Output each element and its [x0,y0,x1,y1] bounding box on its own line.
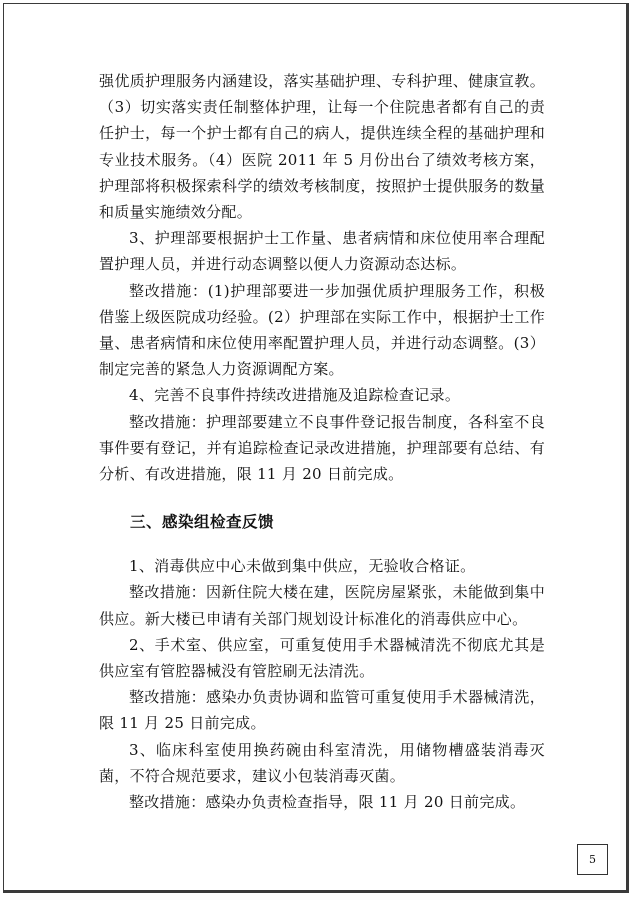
page-number-text: 5 [589,853,596,866]
paragraph-item-3-staffing: 3、护理部要根据护士工作量、患者病情和床位使用率合理配置护理人员，并进行动态调整以便人力资源动态达标。 [99,229,545,274]
document-page [3,3,629,893]
paragraph-item-2-instrument-cleaning: 2、手术室、供应室，可重复使用手术器械清洗不彻底尤其是供应室有管腔器械没有管腔刷无法清洗。 [99,635,545,681]
paragraph-rectification-staffing: 整改措施：(1)护理部要进一步加强优质护理服务工作，积极借鉴上级医院成功经验。(2）护理部在实际工作中，根据护士工作量、患者病情和床位使用率配置护理人员，并进行动态调整。(3）制定完善的紧急人力资源调配方案。 [99,281,545,379]
paragraph-rectification-dressing-bowls: 整改措施：感染办负责检查指导，限 11 月 20 日前完成。 [129,793,526,812]
paragraph-rectification-adverse-events: 整改措施：护理部要建立不良事件登记报告制度，各科室不良事件要有登记，并有追踪检查记录改进措施，护理部要有总结、有分析、有改进措施，限 11 月 20 日前完成。 [99,412,545,484]
paragraph-rectification-supply-center: 整改措施：因新住院大楼在建，医院房屋紧张，未能做到集中供应。新大楼已申请有关部门规划设计标准化的消毒供应中心。 [99,583,545,628]
paragraph-item-1-supply-center: 1、消毒供应中心未做到集中供应，无验收合格证。 [129,557,476,576]
paragraph-rectification-instrument-cleaning: 整改措施：感染办负责协调和监管可重复使用手术器械清洗，限 11 月 25 日前完成。 [99,688,545,733]
section-heading-infection-control: 三、感染组检查反馈 [130,513,275,532]
paragraph-item-4-adverse-events: 4、完善不良事件持续改进措施及追踪检查记录。 [129,386,461,405]
paragraph-item-3-dressing-bowls: 3、临床科室使用换药碗由科室清洗，用储物槽盛装消毒灭菌，不符合规范要求，建议小包装消毒灭菌。 [99,740,545,785]
page-number [577,844,608,875]
paragraph-quality-nursing-continued: 强优质护理服务内涵建设，落实基础护理、专科护理、健康宣教。（3）切实落实责任制整体护理，让每一个住院患者都有自己的责任护士，每一个护士都有自己的病人，提供连续全程的基础护理和专业技术服务。（4）医院 2011 年 5 月份出台了绩效考核方案，护理部将积极探索科学的绩效考核制度，按照护士提供服务的数量和质量实施绩效分配。 [99,72,545,222]
document-body [99,68,545,815]
